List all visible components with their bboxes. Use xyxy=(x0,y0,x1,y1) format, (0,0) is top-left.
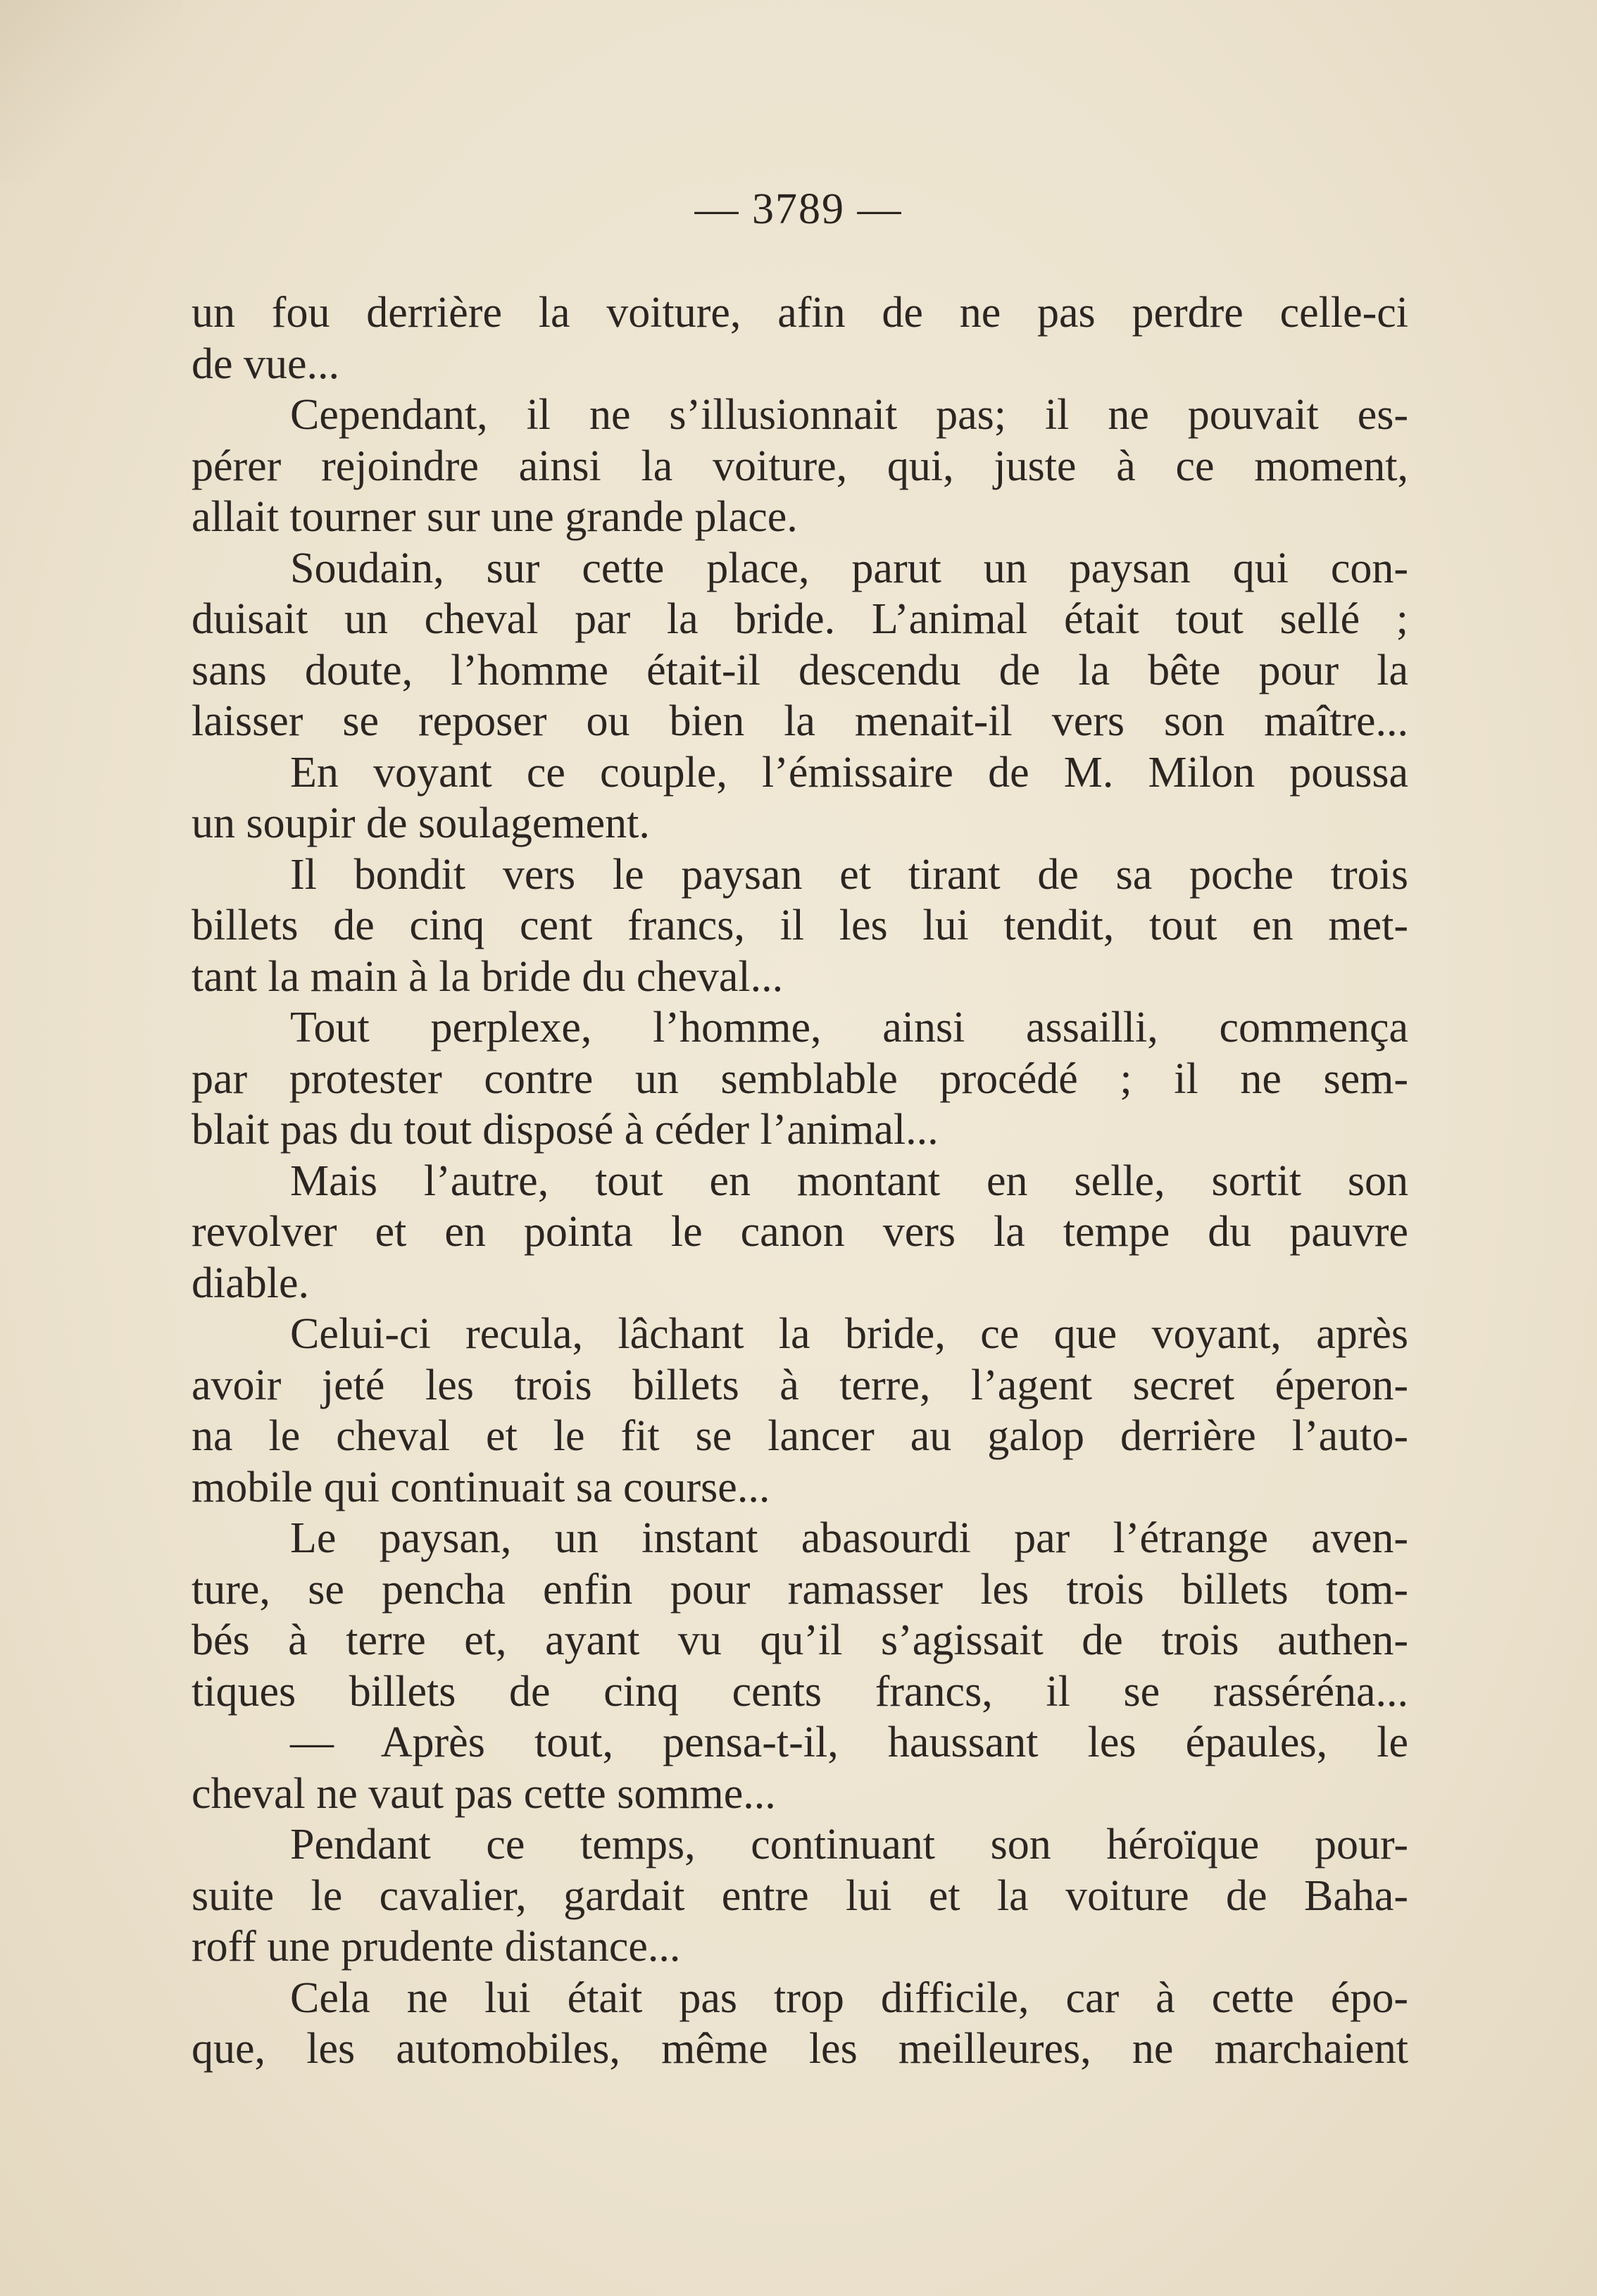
text-line: duisait un cheval par la bride. L’animal était tout sellé ; xyxy=(192,595,1408,643)
text-line: Le paysan, un instant abasourdi par l’étrange aven- xyxy=(290,1514,1408,1562)
text-line: Tout perplexe, l’homme, ainsi assailli, commença xyxy=(290,1004,1408,1052)
text-line: revolver et en pointa le canon vers la tempe du pauvre xyxy=(192,1208,1408,1256)
text-line: de vue... xyxy=(192,339,340,388)
text-line: Il bondit vers le paysan et tirant de sa poche trois xyxy=(290,850,1408,899)
text-line: allait tourner sur une grande place. xyxy=(192,493,798,541)
text-line: bés à terre et, ayant vu qu’il s’agissait de trois authen- xyxy=(192,1616,1408,1664)
text-line: blait pas du tout disposé à céder l’animal... xyxy=(192,1106,939,1154)
text-line: diable. xyxy=(192,1259,309,1307)
text-line: Mais l’autre, tout en montant en selle, sortit son xyxy=(290,1156,1408,1205)
text-line: Cependant, il ne s’illusionnait pas; il ne pouvait es- xyxy=(290,391,1408,439)
text-line: cheval ne vaut pas cette somme... xyxy=(192,1769,776,1818)
text-line: Pendant ce temps, continuant son héroïque pour- xyxy=(290,1821,1408,1868)
text-line: par protester contre un semblable procédé ; il ne sem- xyxy=(192,1054,1408,1103)
text-line: un fou derrière la voiture, afin de ne pas perdre celle-ci xyxy=(192,289,1408,337)
text-line: ture, se pencha enfin pour ramasser les trois billets tom- xyxy=(192,1565,1408,1614)
text-line: Cela ne lui était pas trop difficile, car à cette épo- xyxy=(290,1973,1408,2022)
text-line: avoir jeté les trois billets à terre, l’agent secret éperon- xyxy=(192,1361,1408,1409)
text-line: que, les automobiles, même les meilleures, ne marchaient xyxy=(192,2025,1408,2073)
page-corner-shadow xyxy=(0,0,183,183)
text-line: roff une prudente distance... xyxy=(192,1923,681,1971)
text-line: En voyant ce couple, l’émissaire de M. Milon poussa xyxy=(290,748,1408,797)
text-line: laisser se reposer ou bien la menait-il vers son maître... xyxy=(192,697,1408,745)
text-line: billets de cinq cent francs, il les lui tendit, tout en met- xyxy=(192,901,1408,949)
text-line: pérer rejoindre ainsi la voiture, qui, juste à ce moment, xyxy=(192,442,1408,490)
body-text xyxy=(192,287,1408,2075)
text-line: suite le cavalier, gardait entre lui et la voiture de Baha- xyxy=(192,1871,1408,1920)
text-line: tant la main à la bride du cheval... xyxy=(192,952,784,1001)
text-line: na le cheval et le fit se lancer au galop derrière l’auto- xyxy=(192,1412,1408,1460)
text-line: Soudain, sur cette place, parut un paysan qui con- xyxy=(290,544,1408,592)
text-line: — Après tout, pensa-t-il, haussant les épaules, le xyxy=(290,1718,1408,1766)
text-line: sans doute, l’homme était-il descendu de la bête pour la xyxy=(192,646,1408,694)
text-line: Celui-ci recula, lâchant la bride, ce que voyant, après xyxy=(290,1310,1408,1358)
page-number: — 3789 — xyxy=(694,185,903,233)
text-line: mobile qui continuait sa course... xyxy=(192,1463,770,1511)
text-line: tiques billets de cinq cents francs, il se rasséréna... xyxy=(192,1667,1408,1716)
text-line: un soupir de soulagement. xyxy=(192,799,650,847)
